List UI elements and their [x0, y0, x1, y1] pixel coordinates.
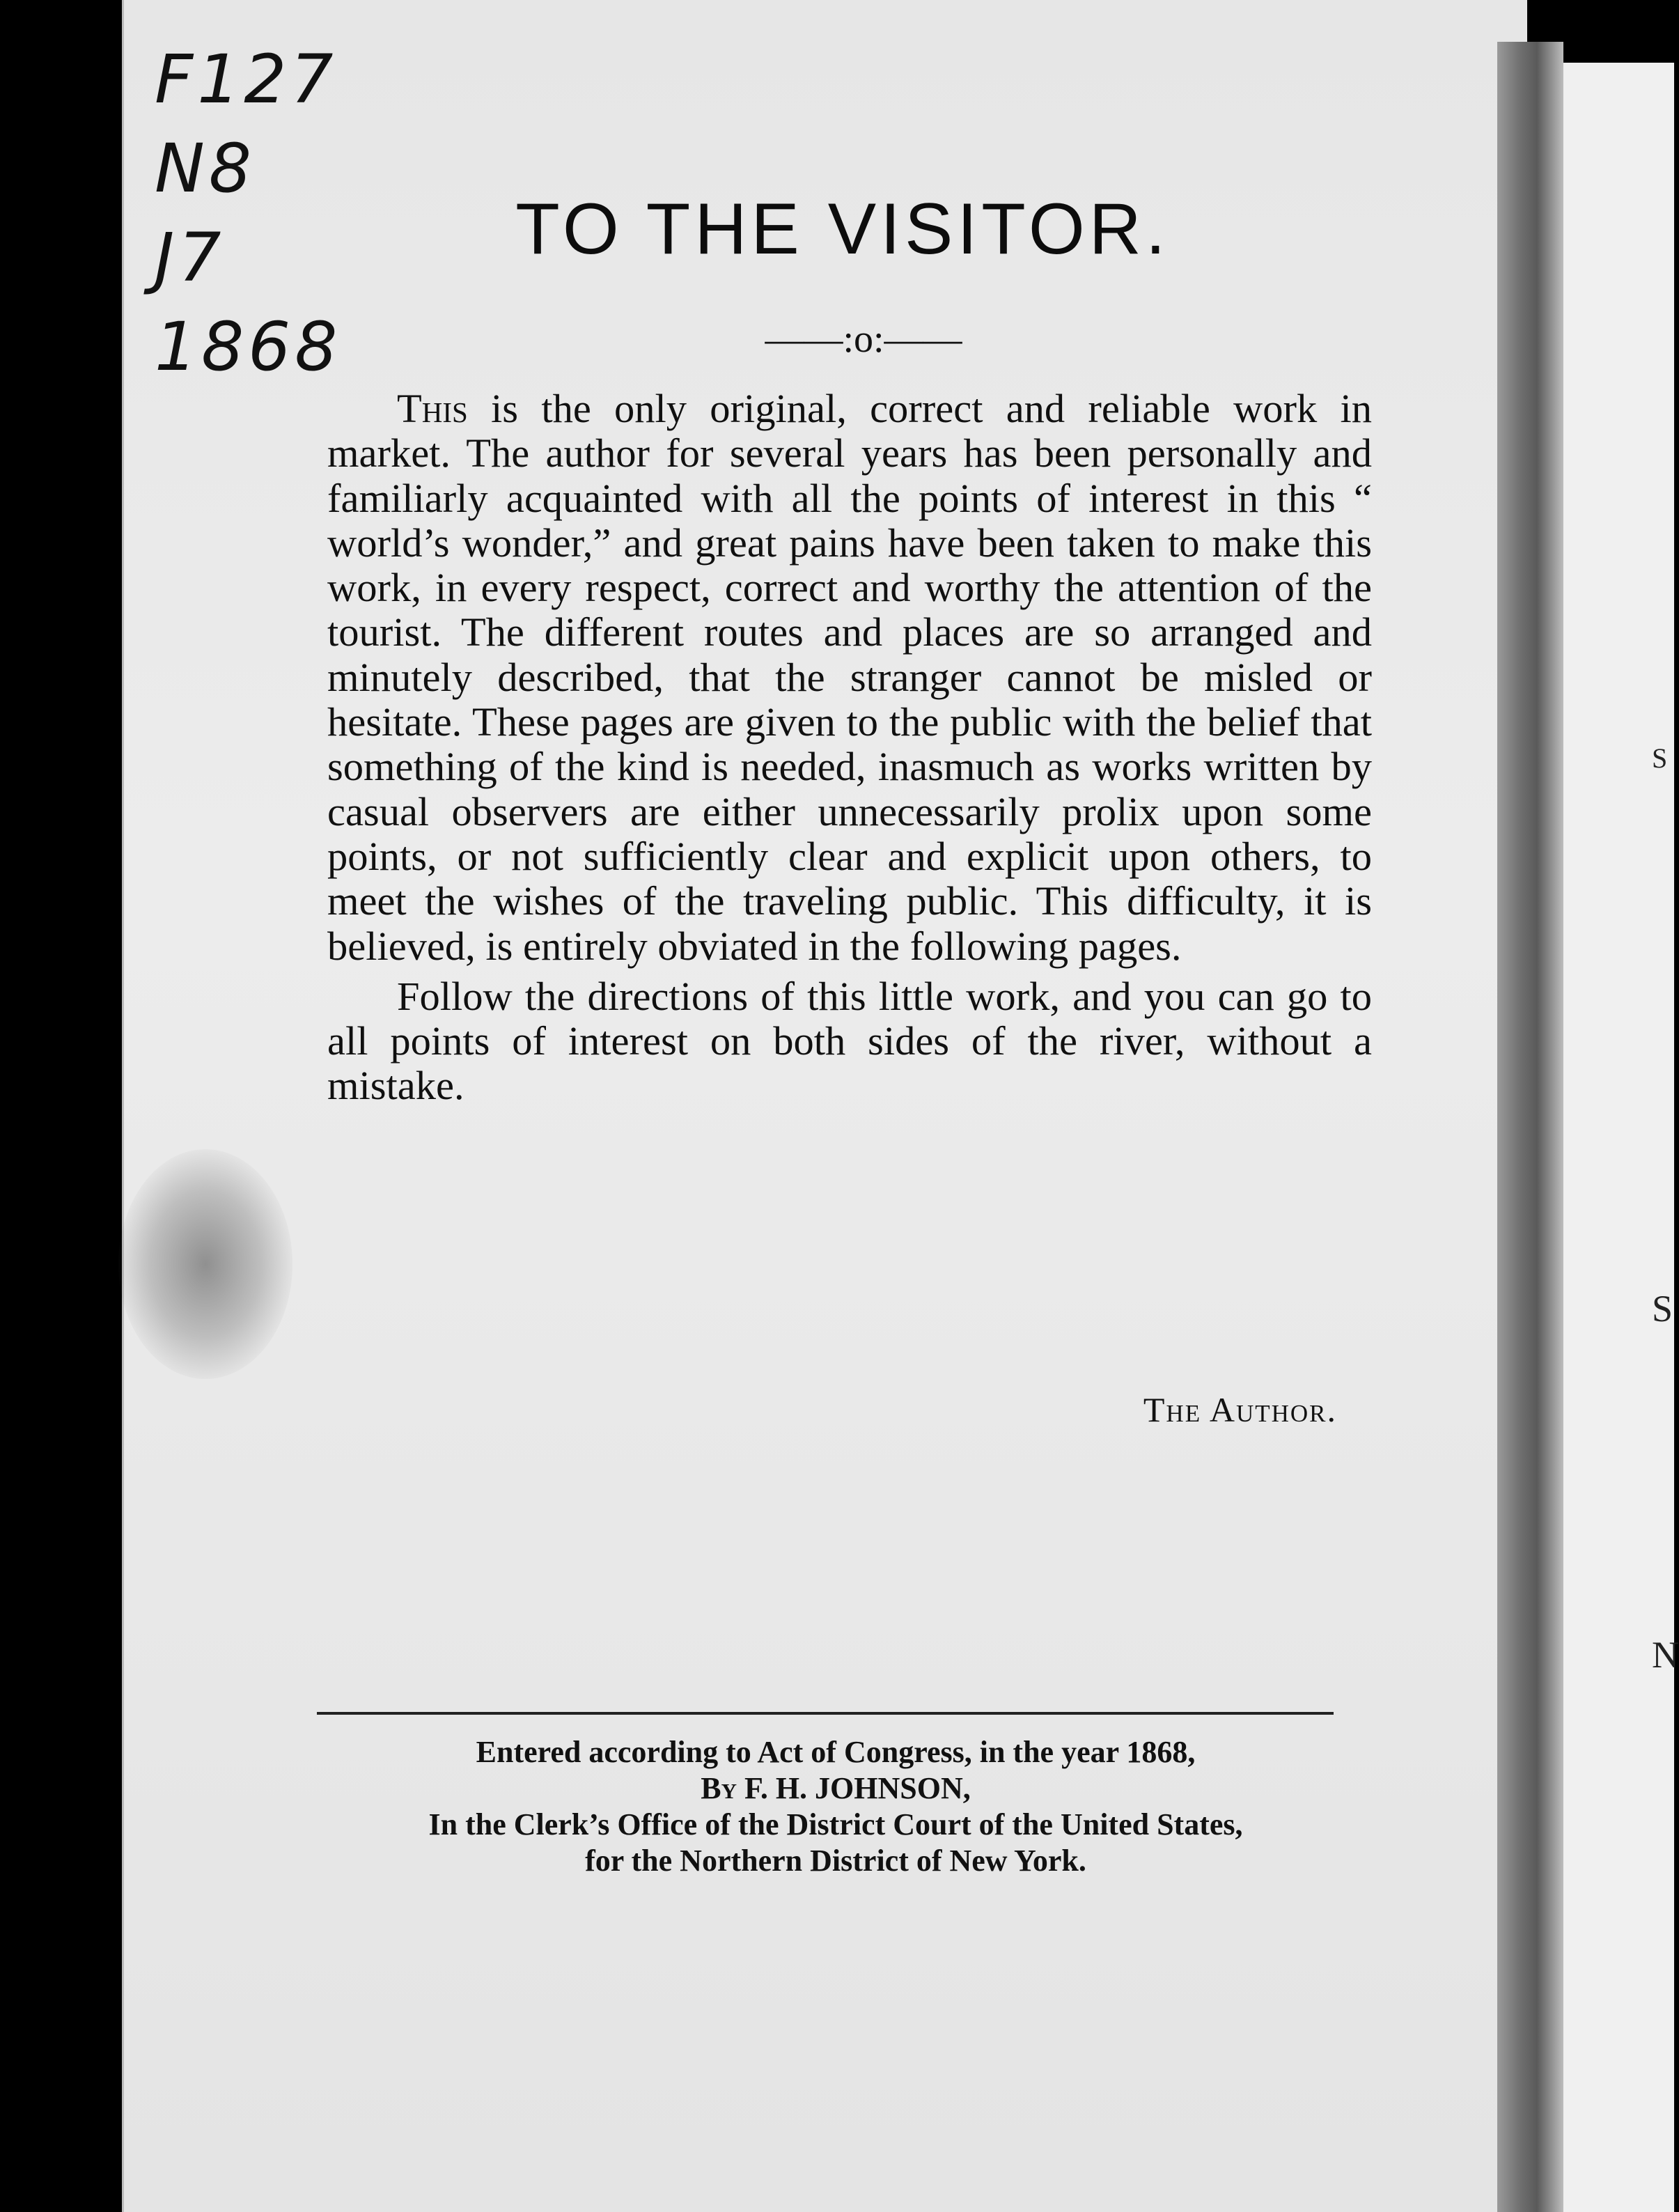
call-number-line: F127: [155, 40, 338, 118]
page-fold-shadow: [1497, 42, 1563, 2212]
edge-letter: S: [1652, 742, 1668, 774]
edge-letter: N: [1652, 1634, 1679, 1676]
call-number-line: J7: [155, 219, 226, 297]
call-number-line: 1868: [155, 308, 342, 386]
copyright-line: Entered according to Act of Congress, in the year 1868,: [476, 1735, 1196, 1769]
copyright-line: [327, 1770, 1344, 1807]
paragraph: Follow the directions of this little work, and you can go to all points of interest on both sides of the river, without a mistake.: [327, 973, 1372, 1109]
paragraph: [327, 387, 1372, 969]
copyright-name: F. H. JOHNSON,: [736, 1771, 971, 1805]
author-signature: The Author.: [1143, 1390, 1337, 1429]
edge-letter: S: [1652, 1288, 1673, 1330]
copyright-line: In the Clerk’s Office of the District Court of the United States,: [428, 1807, 1243, 1841]
call-number-line: N8: [155, 130, 256, 208]
copyright-notice: [327, 1734, 1344, 1879]
copyright-by: By: [701, 1771, 737, 1805]
page-title: TO THE VISITOR.: [515, 189, 1170, 270]
title-ornament: ——:o:——: [765, 318, 962, 361]
preface-body: [327, 387, 1372, 1109]
paragraph-lead: This: [397, 386, 468, 431]
copyright-line: for the Northern District of New York.: [585, 1844, 1086, 1878]
ink-smudge: [118, 1149, 292, 1379]
divider-rule: [317, 1712, 1334, 1715]
adjacent-page-edge: [1563, 63, 1674, 2212]
paragraph-text: is the only original, correct and reliable work in market. The author for several years has been personally and familiarly acquainted with all the points of interest in this “ world’s wonder,” and great pains have been taken to make this work, in every respect, correct and worthy the attention of the tourist. The different routes and places are so arranged and minutely described, that the stranger cannot be misled or hesitate. These pages are given to the public with the belief that something of the kind is needed, inasmuch as works written by casual observers are either unnecessarily prolix upon some points, or not sufficiently clear and explicit upon others, to meet the wishes of the traveling public. This difficulty, it is believed, is entirely obviated in the following pages.: [327, 386, 1372, 969]
